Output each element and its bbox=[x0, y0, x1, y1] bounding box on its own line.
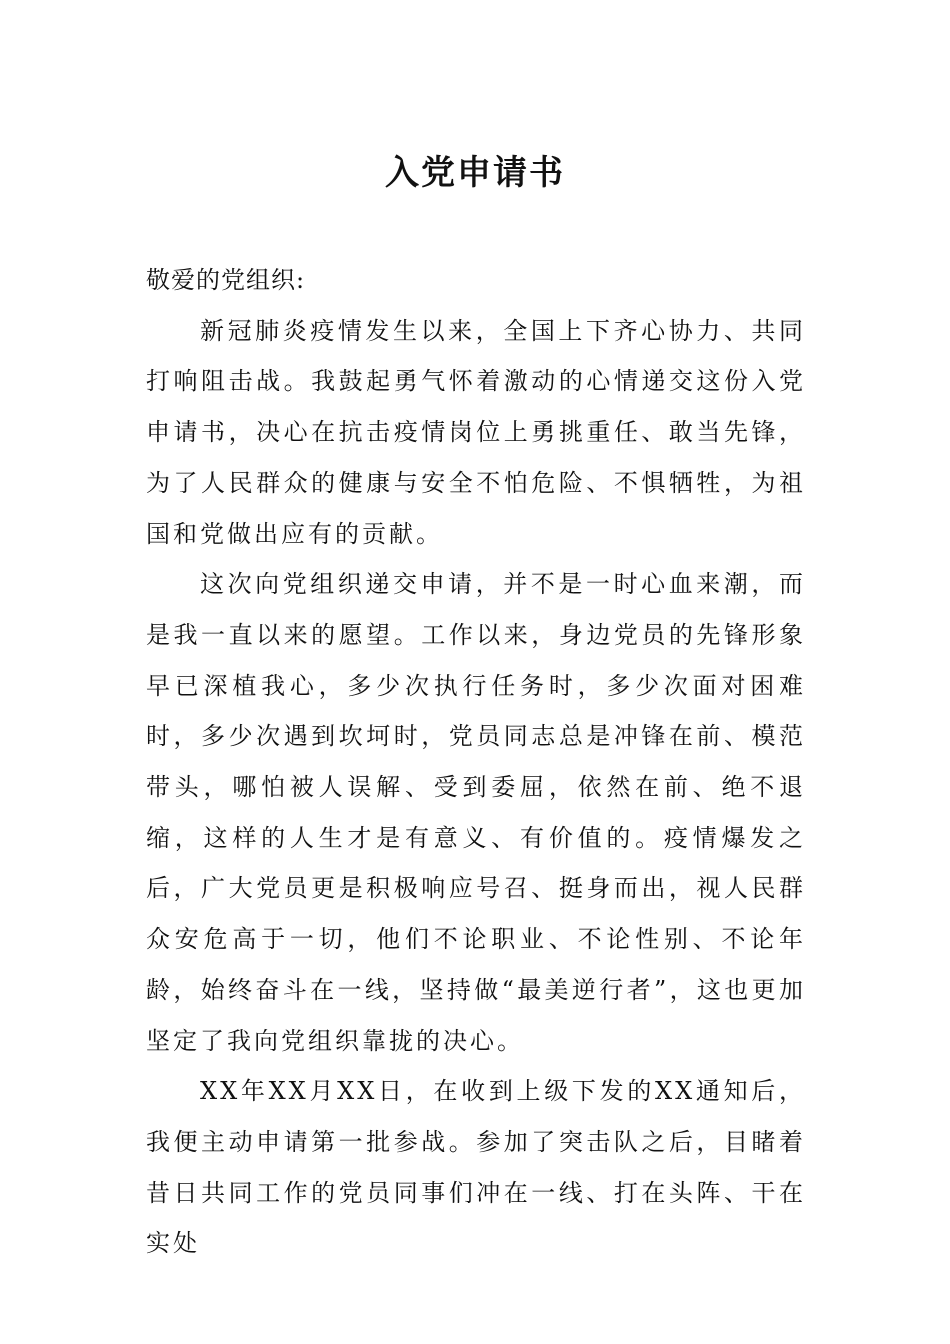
paragraph-3: XX年XX月XX日，在收到上级下发的XX通知后，我便主动申请第一批参战。参加了突击队之后，目睹着昔日共同工作的党员同事们冲在一线、打在头阵、干在实处 bbox=[146, 1077, 806, 1258]
salutation: 敬爱的党组织: bbox=[146, 266, 306, 294]
paragraph-1: 新冠肺炎疫情发生以来，全国上下齐心协力、共同打响阻击战。我鼓起勇气怀着激动的心情递交这份入党申请书，决心在抗击疫情岗位上勇挑重任、敢当先锋，为了人民群众的健康与安全不怕危险、不惧牺牲，为祖国和党做出应有的贡献。 bbox=[146, 316, 806, 548]
paragraph-2: 这次向党组织递交申请，并不是一时心血来潮，而是我一直以来的愿望。工作以来，身边党员的先锋形象早已深植我心，多少次执行任务时，多少次面对困难时，多少次遇到坎坷时，党员同志总是冲锋在前、模范带头，哪怕被人误解、受到委屈，依然在前、绝不退缩，这样的人生才是有意义、有价值的。疫情爆发之后，广大党员更是积极响应号召、挺身而出，视人民群众安危高于一切，他们不论职业、不论性别、不论年龄，始终奋斗在一线，坚持做“最美逆行者”，这也更加坚定了我向党组织靠拢的决心。 bbox=[146, 570, 806, 1055]
document-title: 入党申请书 bbox=[385, 153, 565, 193]
document-body bbox=[146, 255, 806, 1269]
